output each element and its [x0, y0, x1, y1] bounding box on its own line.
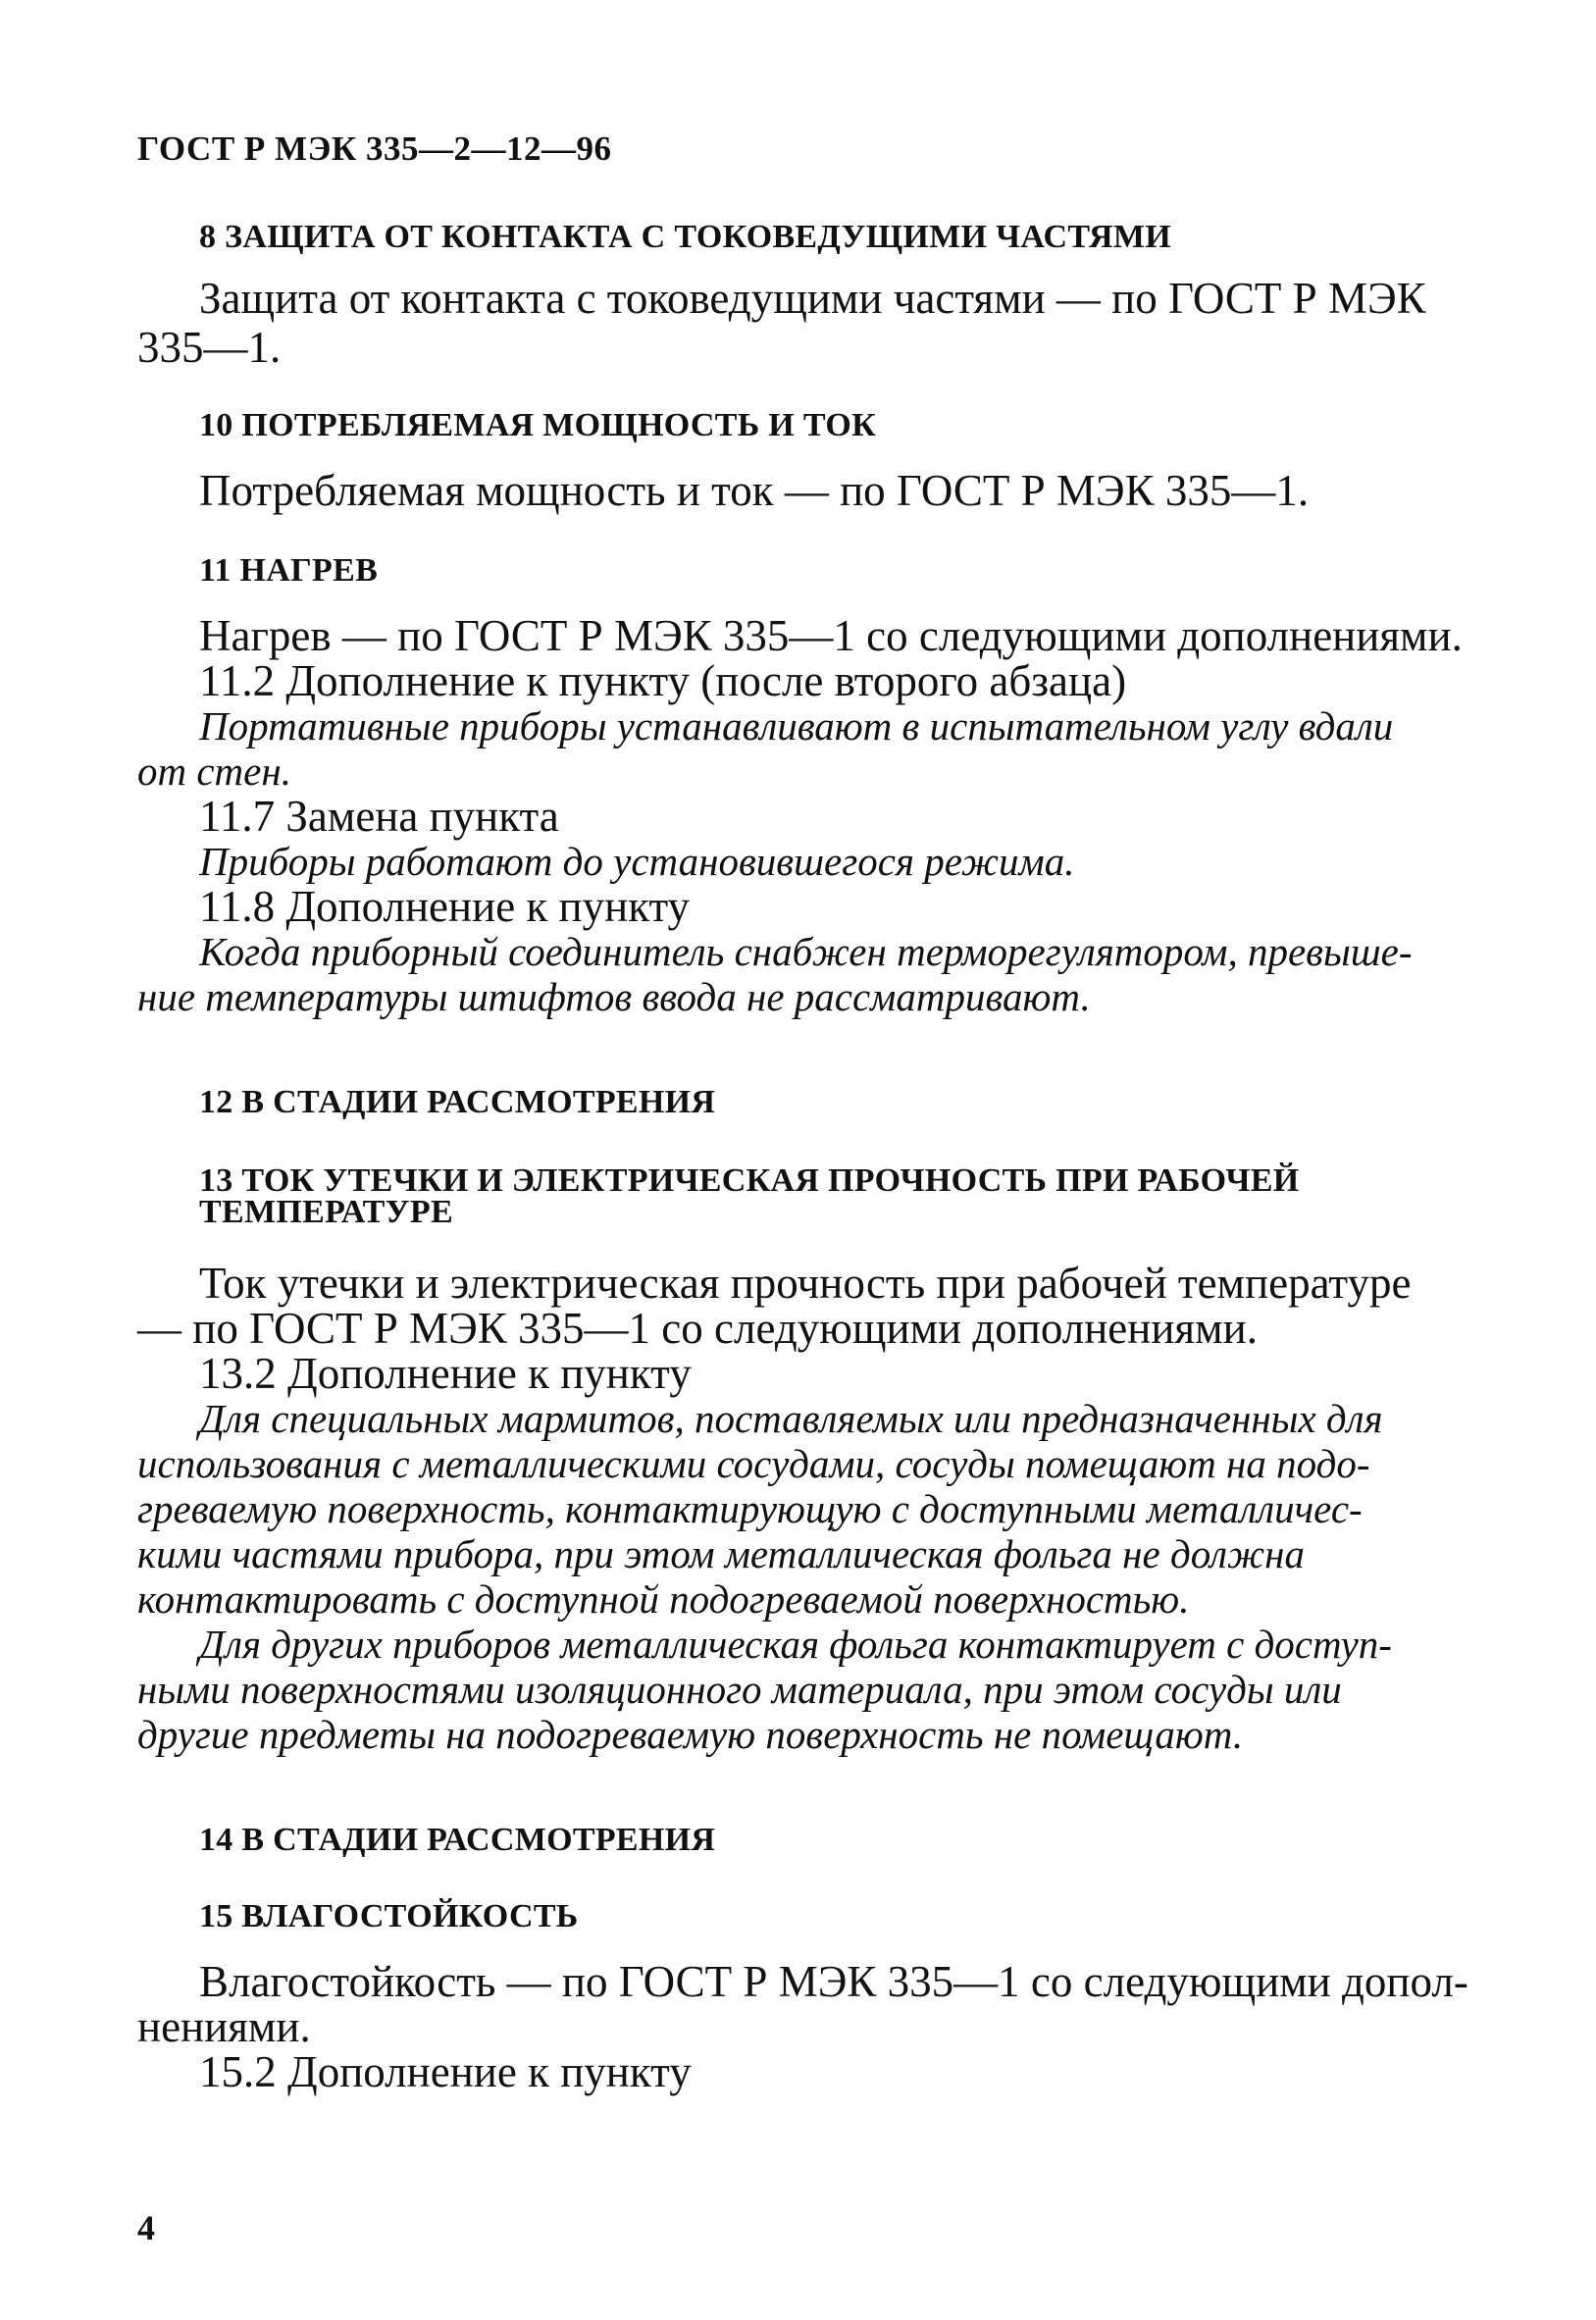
subclause-11-8-italic-line1: Когда приборный соединитель снабжен терморегулятором, превыше-: [199, 929, 1413, 974]
section-15-heading: 15 ВЛАГОСТОЙКОСТЬ: [199, 1898, 579, 1934]
section-8-heading: 8 ЗАЩИТА ОТ КОНТАКТА С ТОКОВЕДУЩИМИ ЧАСТЯМИ: [199, 219, 1172, 255]
section-10-text: Потребляемая мощность и ток — по ГОСТ Р МЭК 335—1.: [199, 466, 1310, 515]
section-10-heading: 10 ПОТРЕБЛЯЕМАЯ МОЩНОСТЬ И ТОК: [199, 407, 877, 443]
section-8-text-line2: 335—1.: [137, 323, 282, 372]
subclause-11-2-italic-line1: Портативные приборы устанавливают в испытательном углу вдали: [199, 703, 1394, 748]
subclause-13-2-p1-line4: кими частями прибора, при этом металлическая фольга не должна: [137, 1531, 1306, 1576]
subclause-11-7: 11.7 Замена пункта: [199, 792, 559, 841]
section-13-heading-line1: 13 ТОК УТЕЧКИ И ЭЛЕКТРИЧЕСКАЯ ПРОЧНОСТЬ ПРИ РАБОЧЕЙ: [199, 1162, 1300, 1199]
section-8-text-line1: Защита от контакта с токоведущими частями — по ГОСТ Р МЭК: [199, 274, 1426, 323]
subclause-13-2-p2-line2: ными поверхностями изоляционного материала, при этом сосуды или: [137, 1667, 1342, 1712]
subclause-13-2-p1-line5: контактировать с доступной подогреваемой поверхностью.: [137, 1576, 1190, 1622]
subclause-11-8-italic-line2: ние температуры штифтов ввода не рассматривают.: [137, 974, 1091, 1019]
subclause-11-8: 11.8 Дополнение к пункту: [199, 882, 691, 931]
subclause-11-2: 11.2 Дополнение к пункту (после второго абзаца): [199, 656, 1127, 705]
subclause-13-2-p2-line3: другие предметы на подогреваемую поверхность не помещают.: [137, 1712, 1244, 1757]
section-15-text-line2: нениями.: [137, 2002, 311, 2051]
section-14-heading: 14 В СТАДИИ РАССМОТРЕНИЯ: [199, 1822, 716, 1858]
subclause-13-2-p1-line3: греваемую поверхность, контактирующую с доступными металличес-: [137, 1486, 1363, 1531]
section-13-text-line2: — по ГОСТ Р МЭК 335—1 со следующими дополнениями.: [137, 1304, 1258, 1353]
section-12-heading: 12 В СТАДИИ РАССМОТРЕНИЯ: [199, 1084, 716, 1120]
section-13-heading-line2: ТЕМПЕРАТУРЕ: [199, 1194, 453, 1230]
section-11-heading: 11 НАГРЕВ: [199, 552, 379, 589]
subclause-13-2: 13.2 Дополнение к пункту: [199, 1349, 692, 1398]
subclause-11-7-italic: Приборы работают до установившегося режима.: [199, 839, 1075, 884]
section-13-text-line1: Ток утечки и электрическая прочность при рабочей температуре: [199, 1259, 1412, 1308]
subclause-11-2-italic-line2: от стен.: [137, 748, 291, 794]
section-11-text: Нагрев — по ГОСТ Р МЭК 335—1 со следующими дополнениями.: [199, 611, 1463, 660]
page-number: 4: [137, 2208, 155, 2247]
document-header: ГОСТ Р МЭК 335—2—12—96: [137, 129, 612, 168]
subclause-13-2-p1-line2: использования с металлическими сосудами, сосуды помещают на подо-: [137, 1441, 1370, 1486]
section-15-text-line1: Влагостойкость — по ГОСТ Р МЭК 335—1 со следующими допол-: [199, 1957, 1468, 2006]
subclause-13-2-p2-line1: Для других приборов металлическая фольга контактирует с доступ-: [199, 1622, 1392, 1667]
subclause-13-2-p1-line1: Для специальных мармитов, поставляемых или предназначенных для: [199, 1396, 1383, 1441]
subclause-15-2: 15.2 Дополнение к пункту: [199, 2047, 692, 2096]
